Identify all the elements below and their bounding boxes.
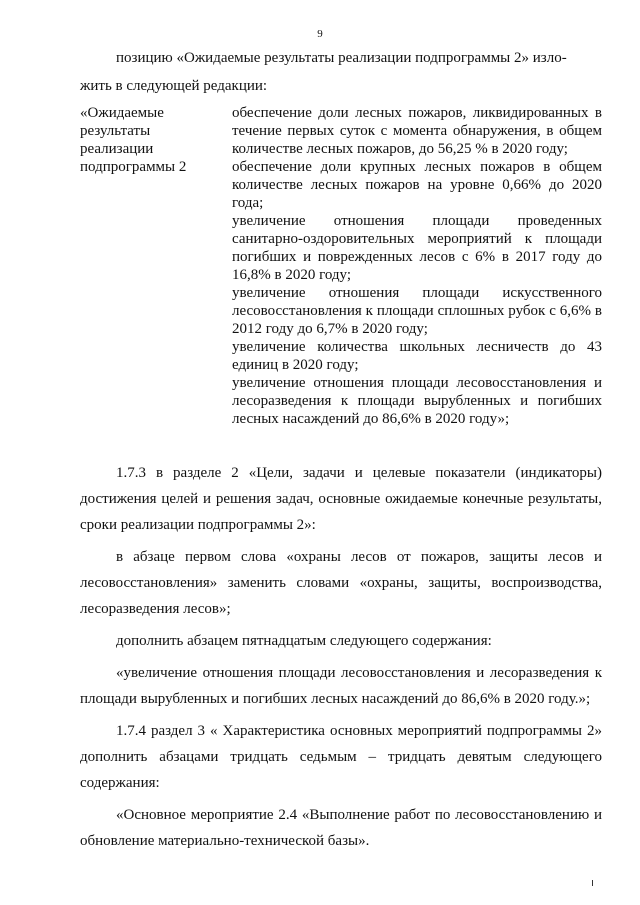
expected-results-table [80,104,602,428]
result-item: увеличение количества школьных лесничеств до 43 единиц в 2020 году; [232,339,602,373]
paragraph: в абзаце первом слова «охраны лесов от пожаров, защиты лесов и лесовосстановления» заменить словами «охраны, защиты, воспроизводства, лесоразведения лесов»; [80,549,602,617]
document-body [80,460,602,860]
label-line: реализации [80,141,154,157]
paragraph: «увеличение отношения площади лесовосстановления и лесоразведения к площади вырубленных и погибших лесных насаждений до 86,6% в 2020 году.»; [80,665,602,707]
result-item: увеличение отношения площади проведенных санитарно-оздоровительных мероприятий к площади погибших и поврежденных лесов с 6% в 2017 году до 16,8% в 2020 году; [232,213,602,283]
result-item: увеличение отношения площади лесовосстановления и лесоразведения к площади вырубленных и погибших лесных насаждений до 86,6% в 2020 году»; [232,375,602,427]
intro-line-2: жить в следующей редакции: [80,78,268,94]
intro-text [80,44,602,100]
paragraph: 1.7.3 в разделе 2 «Цели, задачи и целевые показатели (индикаторы) достижения целей и решения задач, основные ожидаемые конечные результаты, сроки реализации подпрограммы 2»: [80,465,602,533]
paragraph: дополнить абзацем пятнадцатым следующего содержания: [116,633,492,649]
result-item: увеличение отношения площади искусственного лесовосстановления к площади сплошных рубок с 6,6% в 2012 году до 6,7% в 2020 году; [232,285,602,337]
intro-line-1: позицию «Ожидаемые результаты реализации подпрограммы 2» изло- [116,50,567,66]
table-results-cell [232,104,602,428]
scan-mark [592,880,593,886]
result-item: обеспечение доли крупных лесных пожаров в общем количестве лесных пожаров на уровне 0,66% до 2020 года; [232,159,602,211]
paragraph: 1.7.4 раздел 3 « Характеристика основных мероприятий подпрограммы 2» дополнить абзацами тридцать седьмым – тридцать девятым следующего содержания: [80,723,602,791]
label-line: «Ожидаемые [80,105,164,121]
label-line: подпрограммы 2 [80,159,187,175]
table-label-cell [80,104,232,428]
page-number: 9 [317,28,323,40]
result-item: обеспечение доли лесных пожаров, ликвидированных в течение первых суток с момента обнаружения, в общем количестве лесных пожаров, до 56,25 % в 2020 году; [232,105,602,157]
paragraph: «Основное мероприятие 2.4 «Выполнение работ по лесовосстановлению и обновление материально-технической базы». [80,807,602,849]
label-line: результаты [80,123,151,139]
